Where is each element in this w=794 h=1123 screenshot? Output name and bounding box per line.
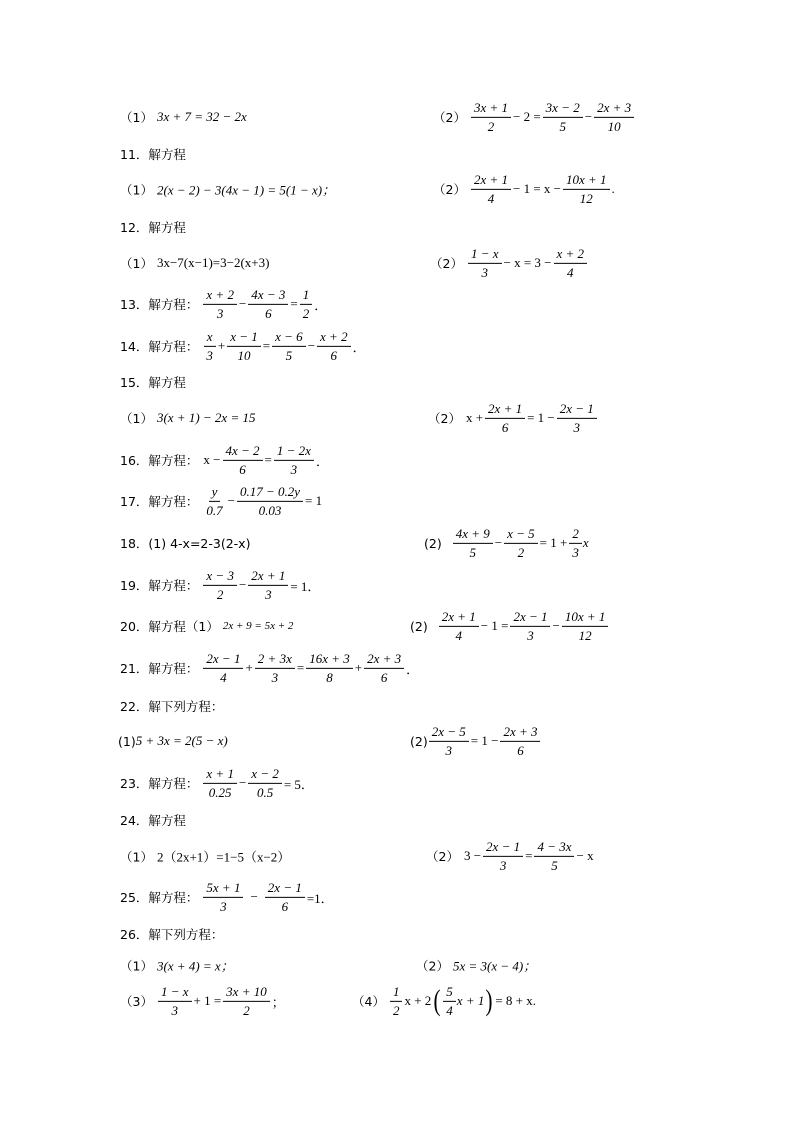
- fraction: $\frac{x + 2}{4}$: [554, 247, 588, 279]
- problem-26-part-2: [416, 956, 536, 975]
- fraction: x − 3 2: [203, 569, 237, 601]
- equation: 2(x − 2) − 3(4x − 1) = 5(1 − x)；: [156, 182, 336, 198]
- problem-22-part-1: [118, 733, 228, 749]
- fraction: $\frac{2x - 5}{3}$: [429, 725, 469, 757]
- fraction: $\frac{2x + 3}{10}$: [594, 101, 634, 133]
- part-label: （1）: [120, 182, 153, 197]
- equation: 3(x + 4) = x；: [156, 958, 234, 974]
- problem-11-part-1: [120, 180, 335, 199]
- problem-10-part-1: [120, 108, 247, 126]
- fraction: $\frac{3x - 2}{5}$: [543, 101, 583, 133]
- fraction: $\frac{0.17 - 0.2y}{0.03}$: [237, 485, 303, 517]
- part-label: （1）: [120, 256, 153, 271]
- fraction: $\frac{2x - 1}{3}$: [483, 840, 523, 872]
- fraction: $\frac{10x + 1}{12}$: [562, 610, 609, 642]
- part-label: （3）: [120, 994, 153, 1009]
- problem-12-part-1: [120, 254, 269, 272]
- fraction: y 0.7: [206, 483, 223, 518]
- problem-18-part-2: (2) 4x + 9 5 − $\frac{x - 5}{2}$ = 1 + $\frac{2}{3}$ x: [424, 525, 589, 560]
- problem-title: 16．解方程：: [120, 453, 199, 468]
- equation: 2x + 9 = 5x + 2: [222, 620, 294, 632]
- fraction: $\frac{2}{3}$: [569, 527, 582, 559]
- fraction: 4x + 9 5: [453, 527, 493, 559]
- part-label: (2): [410, 618, 428, 634]
- problem-12-part-2: （2） 1 − x 3 − x = 3 − $\frac{x + 2}{4}$: [430, 247, 588, 279]
- problem-title: 13．解方程：: [120, 297, 199, 312]
- fraction: $\frac{x - 6}{5}$: [272, 330, 306, 362]
- problem-20-part-2: (2) 2x + 1 4 − 1 = $\frac{2x - 1}{3}$ − $\frac{10x + 1}{12}$: [410, 610, 609, 642]
- fraction: $\frac{x - 2}{0.5}$: [248, 767, 282, 799]
- part-label: （2）: [426, 849, 459, 864]
- fraction: $\frac{2x + 1}{6}$: [485, 402, 525, 434]
- fraction: 1 − x 3: [468, 247, 502, 279]
- fraction: x + 2 3: [203, 288, 237, 320]
- parenthesized-expression: ( 5 4 x + 1 ): [433, 983, 493, 1018]
- problem-title: 12．解方程: [120, 220, 186, 235]
- problem-26-part-3: （3） 1 − x 3 + 1 = $\frac{3x + 10}{2}$ ；: [120, 983, 285, 1018]
- equation: 2（2x+1）=1−5（x−2）: [156, 849, 291, 865]
- fraction: $\frac{1 - 2x}{3}$: [274, 444, 314, 476]
- equation: 3(x + 1) − 2x = 15: [156, 410, 256, 425]
- fraction: x + 1 0.25: [203, 767, 237, 799]
- problem-title: 21．解方程：: [120, 661, 199, 676]
- part-label: （2）: [428, 411, 461, 426]
- fraction: 5x + 1 3: [203, 881, 243, 913]
- fraction: $\frac{2x + 3}{6}$: [364, 652, 404, 684]
- problem-22-part-2: (2) $\frac{2x - 5}{3}$ = 1 − $\frac{2x + 3}{6}$: [410, 725, 541, 757]
- problem-title: 11．解方程: [120, 147, 186, 162]
- fraction: $\frac{x + 2}{6}$: [317, 330, 351, 362]
- fraction: $\frac{2 + 3x}{3}$: [255, 652, 295, 684]
- problem-title: 25．解方程：: [120, 890, 199, 905]
- problem-24-part-2: （2） 3 − $\frac{2x - 1}{3}$ = $\frac{4 - 3x}{5}$ − x: [426, 838, 594, 873]
- equation: 3x + 7 = 32 − 2x: [156, 109, 247, 124]
- problem-title: 24．解方程: [120, 813, 186, 828]
- problem-11-part-2: （2） 2x + 1 4 − 1 = x − $\frac{10x + 1}{12}$ .: [433, 171, 615, 206]
- problem-title: 17．解方程：: [120, 494, 199, 509]
- right-paren: ): [485, 984, 493, 1017]
- fraction: $\frac{4 - 3x}{5}$: [534, 840, 574, 872]
- part-label: (2): [410, 733, 428, 749]
- part-label: （1）: [120, 411, 153, 426]
- fraction: $\frac{4x - 2}{6}$: [223, 444, 263, 476]
- part-label: （1）: [120, 958, 153, 973]
- fraction: $\frac{10x + 1}{12}$: [563, 173, 610, 205]
- problem-15-part-1: [120, 409, 255, 427]
- equation: 3x−7(x−1)=3−2(x+3): [156, 255, 270, 270]
- part-label: （2）: [430, 256, 463, 271]
- part-label: （1）: [120, 849, 153, 864]
- fraction: 2x + 1 4: [471, 173, 511, 205]
- fraction: $\frac{2x + 1}{3}$: [248, 569, 288, 601]
- fraction: x 3: [203, 330, 216, 362]
- part-label: （4）: [352, 994, 385, 1009]
- part-label: （2）: [416, 958, 449, 973]
- equation: 5 + 3x = 2(5 − x): [135, 733, 228, 748]
- fraction: 1 2: [390, 985, 403, 1017]
- problem-15-part-2: （2） x + $\frac{2x + 1}{6}$ = 1 − $\frac{2x - 1}{3}$: [428, 402, 598, 434]
- part-label: （2）: [433, 182, 466, 197]
- fraction: $\frac{2x - 1}{6}$: [265, 881, 305, 913]
- fraction: 3x + 1 2: [471, 101, 511, 133]
- fraction: 2x − 1 4: [203, 652, 243, 684]
- left-paren: (: [433, 984, 441, 1017]
- fraction: $\frac{x - 1}{10}$: [227, 330, 261, 362]
- problem-title: 20．解方程（1）: [120, 619, 219, 634]
- equation: 5x = 3(x − 4)；: [452, 958, 537, 974]
- fraction: $\frac{2x + 3}{6}$: [500, 725, 540, 757]
- problem-title: 26．解下列方程：: [120, 927, 224, 942]
- fraction: $\frac{2x - 1}{3}$: [557, 402, 597, 434]
- fraction: 5 4: [443, 985, 456, 1017]
- fraction: 1 − x 3: [158, 985, 192, 1017]
- part-label: (1): [118, 733, 136, 749]
- problem-title: 14．解方程：: [120, 339, 199, 354]
- fraction: $\frac{4x - 3}{6}$: [248, 288, 288, 320]
- problem-26-part-1: [120, 956, 234, 975]
- fraction: $\frac{2x - 1}{3}$: [510, 610, 550, 642]
- part-label: (2): [424, 535, 442, 551]
- problem-title: 18．(1) 4-x=2-3(2-x): [120, 536, 251, 551]
- problem-title: 23．解方程：: [120, 776, 199, 791]
- problem-title: 22．解下列方程：: [120, 699, 224, 714]
- fraction: $\frac{3x + 10}{2}$: [223, 985, 270, 1017]
- fraction: $\frac{16x + 3}{8}$: [306, 652, 353, 684]
- part-label: （2）: [433, 110, 466, 125]
- fraction: $\frac{x - 5}{2}$: [504, 527, 538, 559]
- problem-title: 15．解方程: [120, 375, 186, 390]
- fraction: $\frac{1}{2}$: [300, 288, 313, 320]
- problem-title: 19．解方程：: [120, 578, 199, 593]
- fraction: 2x + 1 4: [439, 610, 479, 642]
- part-label: （1）: [120, 110, 153, 125]
- problem-26-part-4: （4） 1 2 x + 2 ( 5 4 x + 1 ) = 8 + x.: [352, 983, 537, 1018]
- problem-24-part-1: [120, 847, 290, 866]
- problem-10-part-2: （2） 3x + 1 2 − 2 = $\frac{3x - 2}{5}$ − $\frac{2x + 3}{10}$: [433, 101, 635, 133]
